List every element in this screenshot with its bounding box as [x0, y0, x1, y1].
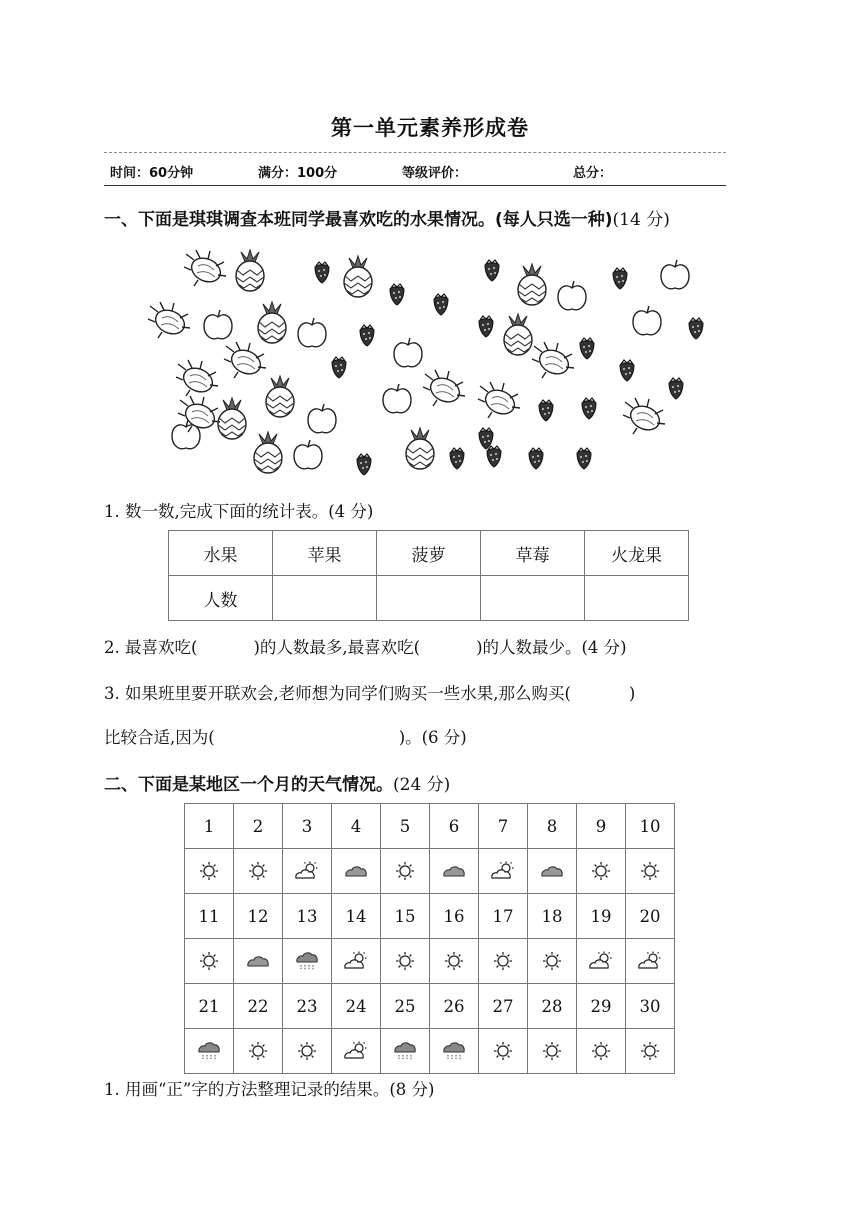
apple-icon: [308, 404, 336, 433]
sunny-icon: [489, 950, 517, 972]
day-number-cell: 28: [528, 984, 577, 1029]
weather-cell: [528, 939, 577, 984]
weather-cell: [283, 1029, 332, 1074]
weather-icon-row: [185, 939, 675, 984]
rainy-icon: [293, 950, 321, 972]
day-number-cell: 23: [283, 984, 332, 1029]
dragon-fruit-icon: [148, 302, 190, 338]
apple-icon: [394, 338, 422, 367]
section1-title: [104, 205, 670, 230]
day-number-cell: 27: [479, 984, 528, 1029]
question-1-1: 1. 数一数,完成下面的统计表。(4 分): [104, 502, 374, 521]
table-row-label: 人数: [169, 576, 273, 621]
strawberry-icon: [450, 448, 464, 469]
sunny-icon: [244, 1040, 272, 1062]
sunny-icon: [195, 950, 223, 972]
strawberry-icon: [332, 357, 346, 378]
weather-table: [184, 803, 675, 1074]
day-number-row: [185, 804, 675, 849]
weather-cell: [381, 849, 430, 894]
day-number-cell: 25: [381, 984, 430, 1029]
day-number-cell: 30: [626, 984, 675, 1029]
partly-cloudy-icon: [587, 950, 615, 972]
day-number-cell: 2: [234, 804, 283, 849]
day-number-cell: 11: [185, 894, 234, 939]
apple-icon: [298, 318, 326, 347]
section2-title: [104, 770, 450, 795]
dragon-fruit-icon: [623, 398, 665, 434]
weather-cell: [528, 1029, 577, 1074]
strawberry-icon: [315, 262, 329, 283]
sunny-icon: [244, 860, 272, 882]
question-1-2: [104, 634, 627, 658]
weather-cell: [479, 1029, 528, 1074]
question-1-2-text-a: 2. 最喜欢吃(: [104, 638, 198, 657]
strawberry-icon: [434, 294, 448, 315]
apple-icon: [661, 260, 689, 289]
weather-cell: [430, 849, 479, 894]
full-score-label: 满分：100分: [258, 166, 338, 181]
total-score-label: 总分：: [573, 166, 613, 181]
apple-icon: [633, 306, 661, 335]
pineapple-icon: [218, 398, 246, 439]
day-number-cell: 17: [479, 894, 528, 939]
pineapple-icon: [504, 314, 532, 355]
cloudy-icon: [538, 860, 566, 882]
day-number-cell: 26: [430, 984, 479, 1029]
question-1-2-text-b: )的人数最多,最喜欢吃(: [253, 638, 421, 657]
pineapple-icon: [344, 256, 372, 297]
day-number-cell: 20: [626, 894, 675, 939]
day-number-cell: 19: [577, 894, 626, 939]
header-dashed-divider: [104, 152, 726, 153]
fruit-illustration: [140, 240, 720, 480]
page-title: 第一单元素养形成卷: [331, 116, 529, 140]
sunny-icon: [636, 1040, 664, 1062]
dragon-fruit-icon: [176, 360, 218, 396]
weather-cell: [332, 1029, 381, 1074]
strawberry-icon: [620, 360, 634, 381]
weather-icon-row: [185, 1029, 675, 1074]
weather-cell: [430, 1029, 479, 1074]
weather-cell: [626, 849, 675, 894]
weather-cell: [577, 939, 626, 984]
question-1-2-text-c: )的人数最少。(4 分): [476, 638, 627, 657]
weather-cell: [283, 939, 332, 984]
sunny-icon: [538, 1040, 566, 1062]
weather-cell: [185, 849, 234, 894]
day-number-cell: 10: [626, 804, 675, 849]
day-number-cell: 29: [577, 984, 626, 1029]
apple-icon: [294, 440, 322, 469]
sunny-icon: [293, 1040, 321, 1062]
question-1-3-line1: [104, 680, 635, 704]
cloudy-icon: [244, 950, 272, 972]
day-number-cell: 22: [234, 984, 283, 1029]
table-header-cell: 苹果: [273, 531, 377, 576]
dragon-fruit-icon: [184, 250, 226, 286]
strawberry-icon: [577, 448, 591, 469]
weather-cell: [479, 849, 528, 894]
cloudy-icon: [440, 860, 468, 882]
weather-cell: [577, 849, 626, 894]
table-header-cell: 草莓: [481, 531, 585, 576]
table-header-cell: 水果: [169, 531, 273, 576]
table-header-cell: 火龙果: [585, 531, 689, 576]
weather-cell: [283, 849, 332, 894]
sunny-icon: [538, 950, 566, 972]
dragon-fruit-icon: [224, 342, 266, 378]
day-number-cell: 24: [332, 984, 381, 1029]
day-number-cell: 16: [430, 894, 479, 939]
day-number-row: [185, 984, 675, 1029]
table-header-cell: 菠萝: [377, 531, 481, 576]
day-number-cell: 15: [381, 894, 430, 939]
dragon-fruit-icon: [423, 370, 465, 406]
question-1-3-text-b: ): [628, 684, 636, 703]
pineapple-icon: [254, 432, 282, 473]
weather-cell: [528, 849, 577, 894]
weather-cell: [577, 1029, 626, 1074]
weather-cell: [234, 849, 283, 894]
strawberry-icon: [580, 338, 594, 359]
header-solid-divider: [104, 185, 726, 186]
sunny-icon: [195, 860, 223, 882]
strawberry-icon: [529, 448, 543, 469]
grade-label: 等级评价：: [402, 166, 468, 181]
strawberry-icon: [613, 268, 627, 289]
answer-cell-strawberry[interactable]: [481, 576, 585, 621]
partly-cloudy-icon: [293, 860, 321, 882]
partly-cloudy-icon: [342, 1040, 370, 1062]
table-header-row: [169, 531, 689, 576]
weather-cell: [185, 1029, 234, 1074]
day-number-cell: 6: [430, 804, 479, 849]
weather-cell: [626, 1029, 675, 1074]
apple-icon: [204, 310, 232, 339]
strawberry-icon: [487, 446, 501, 467]
strawberry-icon: [390, 284, 404, 305]
sunny-icon: [636, 860, 664, 882]
question-2-1: 1. 用画“正”字的方法整理记录的结果。(8 分): [104, 1080, 435, 1099]
strawberry-icon: [689, 318, 703, 339]
weather-icon-row: [185, 849, 675, 894]
strawberry-icon: [479, 316, 493, 337]
strawberry-icon: [669, 378, 683, 399]
question-1-3-text-a: 3. 如果班里要开联欢会,老师想为同学们购买一些水果,那么购买(: [104, 684, 571, 703]
section1-points: (14 分): [612, 210, 670, 230]
strawberry-icon: [360, 325, 374, 346]
day-number-cell: 4: [332, 804, 381, 849]
day-number-row: [185, 894, 675, 939]
section1-title-text: 一、下面是琪琪调查本班同学最喜欢吃的水果情况。(每人只选一种): [104, 210, 613, 230]
question-1-3-line2: [104, 724, 467, 748]
weather-cell: [185, 939, 234, 984]
strawberry-icon: [582, 398, 596, 419]
rainy-icon: [195, 1040, 223, 1062]
weather-cell: [234, 1029, 283, 1074]
weather-cell: [234, 939, 283, 984]
strawberry-icon: [485, 260, 499, 281]
day-number-cell: 18: [528, 894, 577, 939]
day-number-cell: 5: [381, 804, 430, 849]
sunny-icon: [391, 860, 419, 882]
question-1-3-text-d: )。(6 分): [398, 728, 467, 747]
pineapple-icon: [266, 376, 294, 417]
pineapple-icon: [406, 428, 434, 469]
sunny-icon: [440, 950, 468, 972]
question-1-3-text-c: 比较合适,因为(: [104, 728, 215, 747]
dragon-fruit-icon: [478, 382, 520, 418]
day-number-cell: 14: [332, 894, 381, 939]
day-number-cell: 9: [577, 804, 626, 849]
day-number-cell: 12: [234, 894, 283, 939]
answer-cell-apple[interactable]: [273, 576, 377, 621]
table-row: [169, 576, 689, 621]
answer-cell-dragon-fruit[interactable]: [585, 576, 689, 621]
weather-cell: [381, 1029, 430, 1074]
section2-title-text: 二、下面是某地区一个月的天气情况。: [104, 775, 393, 795]
rainy-icon: [440, 1040, 468, 1062]
strawberry-icon: [539, 400, 553, 421]
weather-cell: [332, 849, 381, 894]
rainy-icon: [391, 1040, 419, 1062]
weather-cell: [332, 939, 381, 984]
weather-cell: [430, 939, 479, 984]
dragon-fruit-icon: [532, 342, 574, 378]
apple-icon: [558, 281, 586, 310]
sunny-icon: [587, 1040, 615, 1062]
sunny-icon: [391, 950, 419, 972]
partly-cloudy-icon: [342, 950, 370, 972]
day-number-cell: 8: [528, 804, 577, 849]
partly-cloudy-icon: [636, 950, 664, 972]
cloudy-icon: [342, 860, 370, 882]
sunny-icon: [489, 1040, 517, 1062]
strawberry-icon: [357, 454, 371, 475]
exam-time-label: 时间：60分钟: [110, 166, 194, 181]
weather-cell: [626, 939, 675, 984]
sunny-icon: [587, 860, 615, 882]
fruit-statistics-table: [168, 530, 689, 621]
section2-points: (24 分): [393, 775, 451, 795]
partly-cloudy-icon: [489, 860, 517, 882]
apple-icon: [383, 384, 411, 413]
day-number-cell: 3: [283, 804, 332, 849]
answer-cell-pineapple[interactable]: [377, 576, 481, 621]
day-number-cell: 13: [283, 894, 332, 939]
day-number-cell: 21: [185, 984, 234, 1029]
day-number-cell: 7: [479, 804, 528, 849]
day-number-cell: 1: [185, 804, 234, 849]
weather-cell: [381, 939, 430, 984]
pineapple-icon: [518, 264, 546, 305]
weather-cell: [479, 939, 528, 984]
pineapple-icon: [258, 302, 286, 343]
pineapple-icon: [236, 250, 264, 291]
